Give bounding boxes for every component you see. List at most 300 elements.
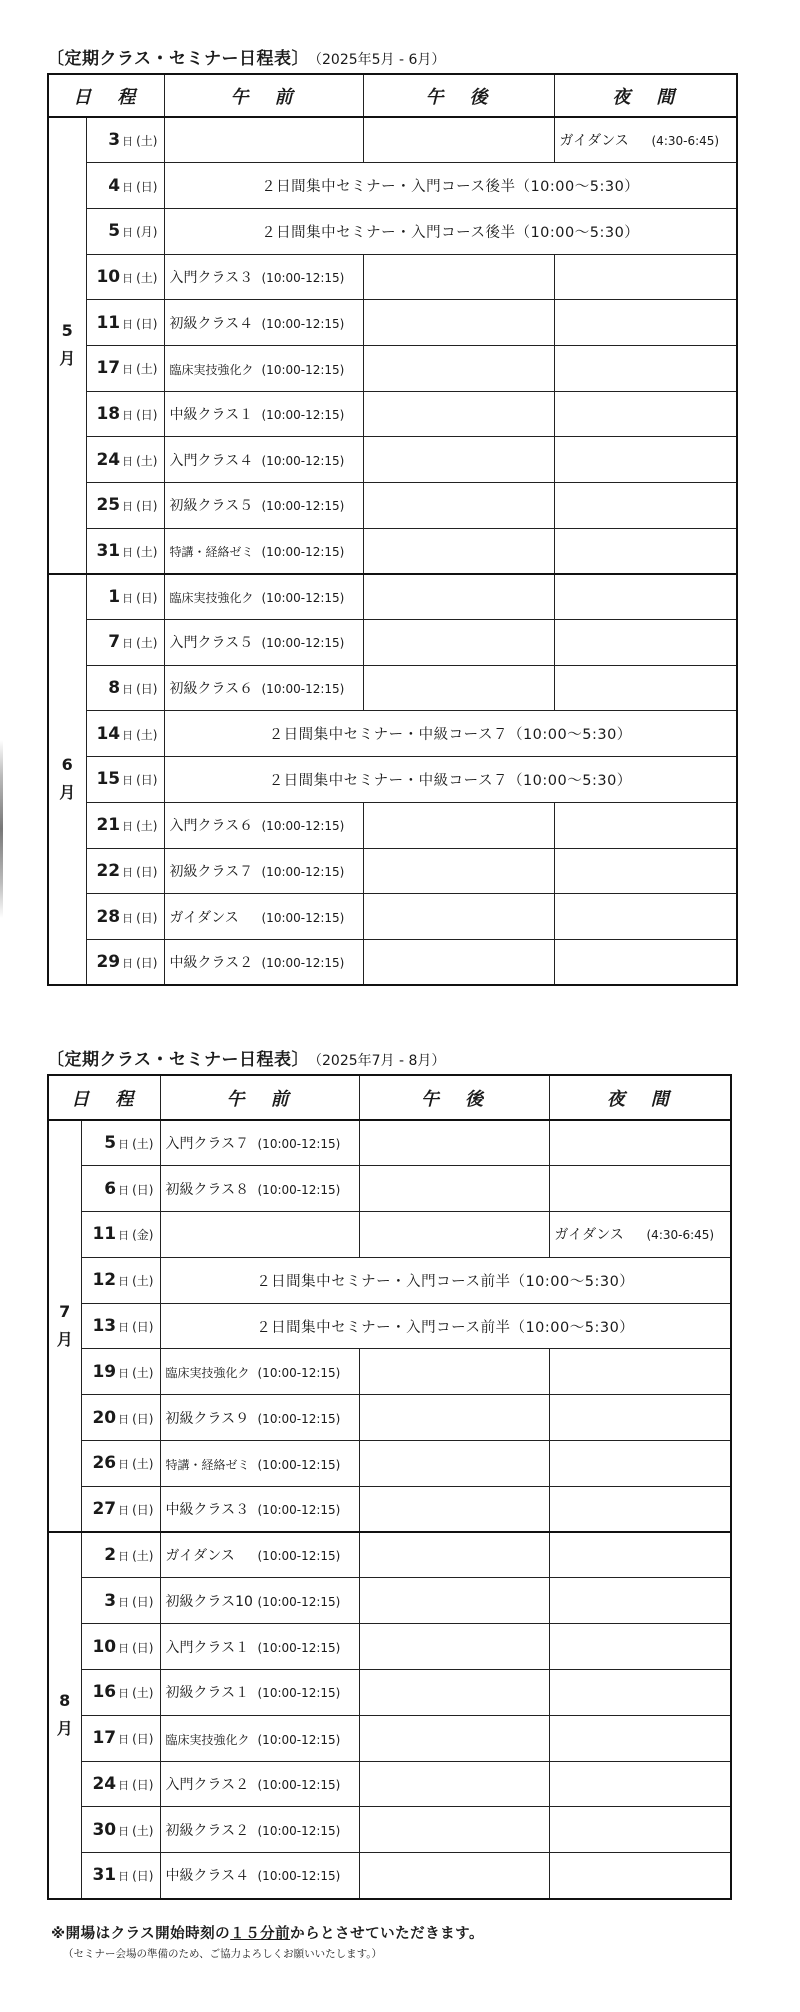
weekday: (日) (136, 407, 158, 422)
month-cell (48, 117, 86, 574)
afternoon-cell (359, 1624, 549, 1670)
evening-cell (554, 528, 737, 574)
all-day-seminar-cell: ２日間集中セミナー・入門コース後半（10:00～5:30） (164, 208, 737, 254)
weekday: (日) (136, 910, 158, 925)
date-cell (86, 483, 164, 529)
month-cell (48, 1120, 81, 1532)
class-name: 特講・経絡ゼミ (169, 545, 254, 560)
day-number: 21 (96, 815, 121, 836)
evening-cell (549, 1670, 731, 1716)
schedule-row (48, 528, 737, 574)
evening-cell (554, 437, 737, 483)
schedule-row (48, 848, 737, 894)
weekday: (日) (136, 316, 158, 331)
day-number: 8 (108, 678, 121, 699)
schedule-row (48, 620, 737, 666)
class-time: (10:00-12:15) (257, 1182, 341, 1197)
afternoon-cell (359, 1441, 549, 1487)
schedule-row (48, 437, 737, 483)
month-unit: 月 (59, 783, 76, 803)
month-number: 8 (59, 1691, 71, 1711)
date-cell (86, 528, 164, 574)
weekday: (日) (132, 1640, 154, 1655)
class-time: (4:30-6:45) (651, 134, 720, 149)
class-name: ガイダンス (165, 1548, 235, 1565)
day-unit: 日 (122, 591, 134, 605)
day-number: 3 (104, 1590, 117, 1611)
date-cell (86, 208, 164, 254)
weekday: (日) (132, 1869, 154, 1884)
date-cell (81, 1303, 160, 1349)
day-number: 10 (96, 266, 121, 287)
schedule-row (48, 574, 737, 620)
evening-cell (554, 802, 737, 848)
month-cell (48, 1532, 81, 1898)
weekday: (土) (136, 453, 158, 468)
morning-cell (164, 345, 363, 391)
morning-cell (160, 1807, 359, 1853)
class-time: (10:00-12:15) (257, 1686, 341, 1701)
class-name: 臨床実技強化ク (169, 591, 254, 606)
evening-cell (549, 1807, 731, 1853)
afternoon-cell (363, 574, 554, 620)
schedule-row (48, 757, 737, 803)
evening-cell (554, 848, 737, 894)
class-time: (10:00-12:15) (257, 1549, 341, 1564)
date-cell (86, 345, 164, 391)
day-unit: 日 (122, 363, 134, 377)
all-day-seminar-cell: ２日間集中セミナー・入門コース後半（10:00～5:30） (164, 163, 737, 209)
day-unit: 日 (118, 1687, 130, 1701)
class-name: 入門クラス２ (165, 1777, 250, 1794)
day-number: 24 (92, 1774, 117, 1795)
date-cell (86, 757, 164, 803)
schedule-row (48, 939, 737, 985)
afternoon-cell (359, 1578, 549, 1624)
day-unit: 日 (122, 454, 134, 468)
date-cell (86, 848, 164, 894)
day-number: 30 (92, 1819, 117, 1840)
morning-cell (160, 1486, 359, 1532)
class-name: ガイダンス (554, 1227, 624, 1244)
day-unit: 日 (122, 911, 134, 925)
date-cell (81, 1441, 160, 1487)
class-name: 中級クラス２ (169, 954, 254, 971)
class-time: (10:00-12:15) (257, 1778, 341, 1793)
afternoon-cell (363, 117, 554, 163)
day-number: 18 (96, 403, 121, 424)
schedule-row (48, 1853, 731, 1899)
notice-emphasis: １５分前 (230, 1926, 291, 1942)
weekday: (土) (136, 270, 158, 285)
date-cell (81, 1761, 160, 1807)
day-unit: 日 (118, 1733, 130, 1747)
class-time: (4:30-6:45) (646, 1228, 715, 1243)
class-name: 初級クラス１ (165, 1685, 250, 1702)
class-time: (10:00-12:15) (257, 1594, 341, 1609)
afternoon-cell (363, 620, 554, 666)
schedule-row (48, 345, 737, 391)
class-time: (10:00-12:15) (261, 499, 345, 514)
morning-cell (164, 620, 363, 666)
class-name: 初級クラス10 (165, 1593, 253, 1610)
weekday: (月) (136, 225, 158, 240)
day-unit: 日 (122, 683, 134, 697)
schedule-row (48, 1349, 731, 1395)
day-unit: 日 (118, 1458, 130, 1472)
afternoon-cell (359, 1395, 549, 1441)
evening-cell (549, 1349, 731, 1395)
class-name: ガイダンス (169, 909, 239, 926)
header-evening: 夜 間 (549, 1075, 731, 1120)
class-name: 初級クラス２ (165, 1822, 250, 1839)
evening-cell (554, 391, 737, 437)
date-cell (86, 711, 164, 757)
evening-cell (549, 1395, 731, 1441)
class-time: (10:00-12:15) (261, 545, 345, 560)
afternoon-cell (359, 1853, 549, 1899)
class-name: ガイダンス (559, 133, 629, 150)
morning-cell (164, 528, 363, 574)
class-time: (10:00-12:15) (261, 636, 345, 651)
evening-cell (549, 1120, 731, 1166)
date-cell (86, 574, 164, 620)
afternoon-cell (359, 1807, 549, 1853)
header-evening: 夜 間 (554, 74, 737, 117)
morning-cell (164, 117, 363, 163)
morning-cell (164, 665, 363, 711)
class-time: (10:00-12:15) (261, 270, 345, 285)
weekday: (日) (132, 1320, 154, 1335)
schedule-row (48, 1120, 731, 1166)
schedule-row (48, 1670, 731, 1716)
day-number: 31 (96, 540, 121, 561)
class-name: 中級クラス１ (169, 406, 254, 423)
weekday: (土) (132, 1274, 154, 1289)
schedule-period: （2025年7月 - 8月） (315, 1053, 446, 1069)
schedule-row (48, 1212, 731, 1258)
day-number: 6 (104, 1178, 117, 1199)
header-date: 日 程 (48, 74, 164, 117)
morning-cell (164, 437, 363, 483)
afternoon-cell (359, 1166, 549, 1212)
morning-cell (164, 300, 363, 346)
schedule-body (48, 117, 737, 985)
afternoon-cell (363, 300, 554, 346)
morning-cell (160, 1715, 359, 1761)
schedule-row (48, 391, 737, 437)
weekday: (日) (136, 590, 158, 605)
weekday: (土) (136, 134, 158, 149)
evening-cell (549, 1761, 731, 1807)
class-time: (10:00-12:15) (261, 362, 345, 377)
day-number: 1 (108, 586, 121, 607)
evening-cell (554, 117, 737, 163)
date-cell (81, 1578, 160, 1624)
morning-cell (164, 483, 363, 529)
month-number: 6 (61, 755, 73, 775)
day-unit: 日 (122, 865, 134, 879)
morning-cell (160, 1212, 359, 1258)
day-number: 17 (92, 1728, 117, 1749)
evening-cell (549, 1441, 731, 1487)
class-time: (10:00-12:15) (257, 1823, 341, 1838)
weekday: (日) (132, 1778, 154, 1793)
weekday: (土) (132, 1549, 154, 1564)
weekday: (土) (132, 1686, 154, 1701)
day-number: 27 (92, 1499, 117, 1520)
header-row (48, 1075, 731, 1120)
afternoon-cell (359, 1532, 549, 1578)
class-time: (10:00-12:15) (261, 819, 345, 834)
header-afternoon: 午 後 (359, 1075, 549, 1120)
evening-cell (554, 574, 737, 620)
afternoon-cell (363, 802, 554, 848)
evening-cell (554, 620, 737, 666)
evening-cell (549, 1624, 731, 1670)
day-number: 14 (96, 723, 121, 744)
date-cell (81, 1853, 160, 1899)
day-unit: 日 (118, 1275, 130, 1289)
class-name: 臨床実技強化ク (165, 1732, 250, 1747)
day-number: 5 (104, 1133, 117, 1154)
day-unit: 日 (118, 1183, 130, 1197)
weekday: (土) (136, 819, 158, 834)
header-afternoon: 午 後 (363, 74, 554, 117)
date-cell (81, 1670, 160, 1716)
month-number: 7 (59, 1302, 71, 1322)
day-unit: 日 (122, 637, 134, 651)
all-day-seminar-cell: ２日間集中セミナー・中級コース７（10:00～5:30） (164, 757, 737, 803)
class-name: 初級クラス４ (169, 315, 254, 332)
month-unit: 月 (59, 349, 76, 369)
class-name: 入門クラス３ (169, 269, 254, 286)
schedule-title-text: 〔定期クラス・セミナー日程表〕 (47, 49, 309, 69)
day-number: 24 (96, 449, 121, 470)
schedule-body (48, 1120, 731, 1899)
date-cell (81, 1349, 160, 1395)
notice-prefix: ※開場はクラス開始時刻の (51, 1926, 231, 1942)
day-number: 3 (108, 130, 121, 151)
class-name: 入門クラス１ (165, 1639, 250, 1656)
notice-suffix: からとさせていただきます。 (290, 1926, 485, 1942)
evening-cell (549, 1578, 731, 1624)
month-cell (48, 574, 86, 985)
date-cell (86, 117, 164, 163)
schedule-row (48, 163, 737, 209)
schedule-period: （2025年5月 - 6月） (315, 52, 446, 68)
date-cell (86, 391, 164, 437)
morning-cell (164, 848, 363, 894)
day-unit: 日 (118, 1641, 130, 1655)
day-number: 25 (96, 495, 121, 516)
weekday: (土) (132, 1137, 154, 1152)
morning-cell (160, 1578, 359, 1624)
day-unit: 日 (118, 1870, 130, 1884)
class-time: (10:00-12:15) (257, 1869, 341, 1884)
day-unit: 日 (118, 1138, 130, 1152)
class-name: 初級クラス５ (169, 498, 254, 515)
morning-cell (160, 1441, 359, 1487)
day-unit: 日 (118, 1504, 130, 1518)
weekday: (日) (132, 1594, 154, 1609)
evening-cell (554, 300, 737, 346)
evening-cell (554, 483, 737, 529)
morning-cell (160, 1349, 359, 1395)
afternoon-cell (363, 483, 554, 529)
schedule-row (48, 1441, 731, 1487)
schedule-row (48, 483, 737, 529)
evening-cell (549, 1166, 731, 1212)
weekday: (土) (132, 1365, 154, 1380)
class-time: (10:00-12:15) (261, 864, 345, 879)
morning-cell (164, 939, 363, 985)
evening-cell (554, 939, 737, 985)
day-unit: 日 (118, 1779, 130, 1793)
date-cell (86, 163, 164, 209)
schedule-row (48, 1257, 731, 1303)
evening-cell (549, 1486, 731, 1532)
schedule-row (48, 1578, 731, 1624)
day-number: 4 (108, 175, 121, 196)
morning-cell (164, 802, 363, 848)
date-cell (86, 300, 164, 346)
weekday: (日) (132, 1732, 154, 1747)
afternoon-cell (363, 254, 554, 300)
class-time: (10:00-12:15) (261, 453, 345, 468)
opening-time-notice (51, 1922, 484, 1943)
afternoon-cell (359, 1670, 549, 1716)
day-number: 31 (92, 1865, 117, 1886)
weekday: (日) (136, 682, 158, 697)
weekday: (日) (132, 1411, 154, 1426)
date-cell (81, 1807, 160, 1853)
evening-cell (554, 254, 737, 300)
weekday: (土) (132, 1823, 154, 1838)
morning-cell (160, 1853, 359, 1899)
weekday: (土) (136, 636, 158, 651)
class-time: (10:00-12:15) (257, 1732, 341, 1747)
date-cell (86, 437, 164, 483)
schedule-row (48, 1715, 731, 1761)
day-number: 5 (108, 221, 121, 242)
date-cell (81, 1120, 160, 1166)
class-name: 臨床実技強化ク (169, 362, 254, 377)
morning-cell (160, 1624, 359, 1670)
schedule-row (48, 1624, 731, 1670)
class-name: 入門クラス５ (169, 635, 254, 652)
weekday: (土) (136, 544, 158, 559)
afternoon-cell (363, 391, 554, 437)
day-unit: 日 (118, 1366, 130, 1380)
date-cell (86, 665, 164, 711)
day-unit: 日 (118, 1824, 130, 1838)
schedule-row (48, 1532, 731, 1578)
morning-cell (160, 1395, 359, 1441)
evening-cell (549, 1715, 731, 1761)
weekday: (日) (136, 179, 158, 194)
date-cell (81, 1715, 160, 1761)
schedule-row (48, 208, 737, 254)
scan-edge-mark (0, 740, 3, 918)
day-number: 26 (92, 1453, 117, 1474)
weekday: (日) (136, 955, 158, 970)
day-number: 11 (96, 312, 121, 333)
date-cell (81, 1257, 160, 1303)
date-cell (81, 1532, 160, 1578)
morning-cell (160, 1532, 359, 1578)
day-unit: 日 (122, 271, 134, 285)
day-unit: 日 (122, 774, 134, 788)
afternoon-cell (363, 528, 554, 574)
day-unit: 日 (122, 180, 134, 194)
class-time: (10:00-12:15) (257, 1411, 341, 1426)
weekday: (日) (136, 864, 158, 879)
all-day-seminar-cell: ２日間集中セミナー・中級コース７（10:00～5:30） (164, 711, 737, 757)
class-name: 中級クラス４ (165, 1868, 250, 1885)
schedule-row (48, 1761, 731, 1807)
date-cell (81, 1486, 160, 1532)
class-name: 中級クラス３ (165, 1502, 250, 1519)
afternoon-cell (359, 1486, 549, 1532)
day-number: 22 (96, 860, 121, 881)
class-time: (10:00-12:15) (261, 316, 345, 331)
afternoon-cell (363, 894, 554, 940)
date-cell (81, 1212, 160, 1258)
all-day-seminar-cell: ２日間集中セミナー・入門コース前半（10:00～5:30） (160, 1257, 731, 1303)
evening-cell (554, 665, 737, 711)
day-number: 10 (92, 1636, 117, 1657)
class-time: (10:00-12:15) (261, 910, 345, 925)
schedule-row (48, 1807, 731, 1853)
month-unit: 月 (56, 1719, 73, 1739)
morning-cell (160, 1120, 359, 1166)
morning-cell (164, 254, 363, 300)
class-name: 入門クラス７ (165, 1136, 250, 1153)
day-unit: 日 (122, 317, 134, 331)
evening-cell (554, 345, 737, 391)
schedule-row (48, 117, 737, 163)
afternoon-cell (359, 1212, 549, 1258)
day-unit: 日 (122, 408, 134, 422)
day-number: 28 (96, 906, 121, 927)
date-cell (86, 802, 164, 848)
morning-cell (160, 1761, 359, 1807)
day-unit: 日 (118, 1321, 130, 1335)
schedule-row (48, 1303, 731, 1349)
cooperation-note: （セミナー会場の準備のため、ご協力よろしくお願いいたします。） (63, 1948, 382, 1960)
afternoon-cell (359, 1761, 549, 1807)
morning-cell (164, 894, 363, 940)
morning-cell (164, 391, 363, 437)
afternoon-cell (359, 1349, 549, 1395)
class-time: (10:00-12:15) (261, 407, 345, 422)
schedule-table-may-june (47, 73, 738, 986)
class-name: 特講・経絡ゼミ (165, 1457, 250, 1472)
date-cell (81, 1624, 160, 1670)
schedule-row (48, 1486, 731, 1532)
day-unit: 日 (118, 1229, 130, 1243)
evening-cell (554, 894, 737, 940)
day-unit: 日 (122, 820, 134, 834)
weekday: (日) (136, 499, 158, 514)
weekday: (金) (132, 1228, 154, 1243)
day-number: 29 (96, 951, 121, 972)
day-number: 19 (92, 1361, 117, 1382)
day-unit: 日 (118, 1550, 130, 1564)
schedule-table-july-august (47, 1074, 732, 1900)
class-time: (10:00-12:15) (261, 591, 345, 606)
